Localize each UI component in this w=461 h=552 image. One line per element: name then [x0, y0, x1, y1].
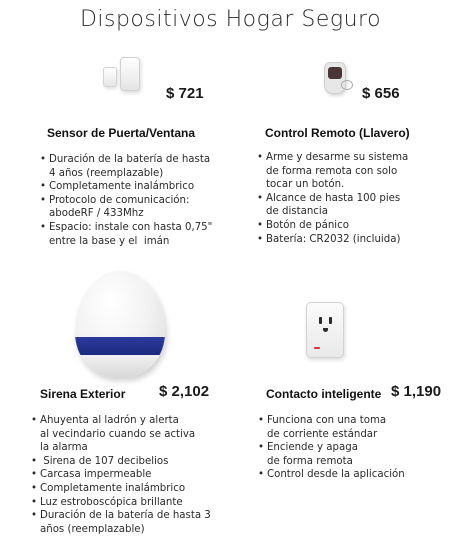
- feature-list: [40, 153, 212, 248]
- feature-line: la alarma: [40, 442, 88, 454]
- feature-list: [258, 414, 405, 482]
- product-name: Contacto inteligente: [266, 387, 382, 401]
- outlet-body: [306, 302, 344, 358]
- fob-body: [324, 62, 346, 94]
- product-price: $ 1,190: [391, 383, 442, 400]
- feature-line: • Completamente inalámbrico: [49, 181, 195, 193]
- feature-list: [257, 151, 408, 246]
- feature-line: de forma remota con solo: [266, 165, 398, 177]
- feature-line: de corriente estándar: [267, 428, 378, 440]
- sensor-magnet: [103, 67, 117, 87]
- feature-item: [31, 496, 211, 510]
- feature-item: [40, 153, 212, 180]
- feature-item: [257, 219, 408, 233]
- feature-line: años (reemplazable): [40, 523, 145, 535]
- feature-line: • Duración de la batería de hasta 3: [40, 510, 211, 522]
- feature-line: • Sirena de 107 decibelios: [40, 455, 169, 467]
- siren-body: [75, 271, 165, 377]
- fob-button: [328, 67, 342, 79]
- feature-item: [258, 468, 405, 482]
- feature-item: [31, 509, 211, 536]
- feature-item: [257, 151, 408, 192]
- feature-line: • Alcance de hasta 100 pies: [266, 192, 401, 204]
- feature-line: de forma remota: [267, 455, 353, 467]
- door-window-sensor-icon: [103, 57, 143, 93]
- feature-line: • Botón de pánico: [266, 219, 349, 231]
- product-name: Control Remoto (Llavero): [265, 126, 410, 140]
- feature-item: [31, 482, 211, 496]
- feature-item: [258, 414, 405, 441]
- feature-line: • Enciende y apaga: [267, 442, 358, 454]
- outlet-slot-right: [329, 317, 332, 324]
- fob-keyring: [341, 80, 353, 90]
- feature-line: abodeRF / 433Mhz: [49, 208, 144, 220]
- feature-line: entre la base y el imán: [49, 235, 170, 247]
- keyfob-remote-icon: [324, 62, 356, 96]
- feature-line: • Batería: CR2032 (incluida): [266, 233, 401, 245]
- outdoor-siren-icon: [75, 271, 165, 377]
- feature-line: de distancia: [266, 206, 328, 218]
- feature-line: • Duración de la batería de hasta: [49, 154, 211, 165]
- product-price: $ 2,102: [159, 383, 210, 400]
- feature-item: [257, 233, 408, 247]
- siren-base: [75, 355, 165, 377]
- product-name: Sirena Exterior: [40, 387, 126, 401]
- feature-line: • Arme y desarme su sistema: [266, 152, 409, 163]
- siren-blue-band: [75, 337, 165, 355]
- feature-line: • Control desde la aplicación: [267, 469, 405, 481]
- sensor-body: [120, 57, 140, 91]
- feature-item: [258, 441, 405, 468]
- product-price: $ 721: [166, 85, 204, 102]
- feature-line: • Protocolo de comunicación:: [49, 194, 190, 206]
- feature-item: [257, 192, 408, 219]
- feature-line: tocar un botón.: [266, 179, 345, 191]
- product-price: $ 656: [362, 85, 400, 102]
- feature-line: • Funciona con una toma: [267, 415, 387, 426]
- feature-item: [31, 455, 211, 469]
- feature-line: • Carcasa impermeable: [40, 469, 152, 481]
- plug-led-indicator: [314, 347, 320, 349]
- feature-item: [40, 180, 212, 194]
- feature-list: [31, 414, 211, 536]
- feature-line: • Ahuyenta al ladrón y alerta: [40, 415, 179, 426]
- page-title: Dispositivos Hogar Seguro: [79, 7, 382, 32]
- feature-item: [40, 221, 212, 248]
- feature-line: • Espacio: instale con hasta 0,75": [49, 221, 213, 233]
- feature-line: al vecindario cuando se activa: [40, 428, 196, 440]
- feature-line: • Luz estroboscópica brillante: [40, 496, 183, 508]
- feature-item: [40, 194, 212, 221]
- feature-line: 4 años (reemplazable): [49, 167, 164, 179]
- outlet-ground: [323, 328, 328, 332]
- feature-item: [31, 414, 211, 455]
- outlet-slot-left: [319, 317, 322, 324]
- feature-line: • Completamente inalámbrico: [40, 482, 186, 494]
- smart-plug-icon: [306, 302, 344, 358]
- product-name: Sensor de Puerta/Ventana: [47, 126, 196, 140]
- feature-item: [31, 468, 211, 482]
